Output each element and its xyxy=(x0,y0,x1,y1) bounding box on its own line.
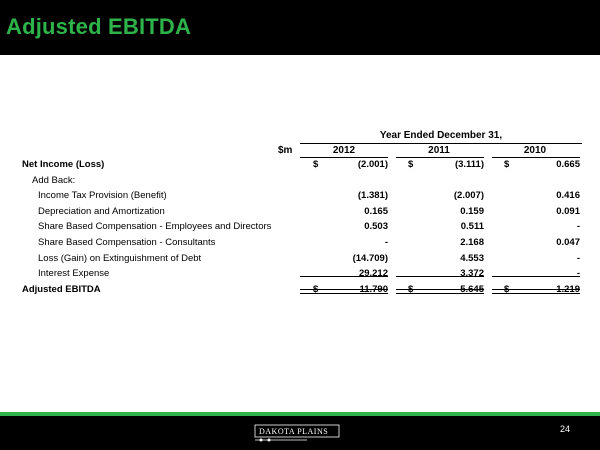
row-label: Share Based Compensation - Employees and Directors xyxy=(38,221,272,233)
currency-symbol: $ xyxy=(408,283,414,295)
table-cell: 0.416 xyxy=(556,190,580,202)
row-label: Income Tax Provision (Benefit) xyxy=(38,190,167,202)
table-cell: 0.159 xyxy=(460,205,484,217)
table-cell: 29.212 xyxy=(358,268,388,280)
table-cell: 0.665 xyxy=(556,159,580,170)
year-header-2012: 2012 xyxy=(332,145,356,156)
year-rule-2011 xyxy=(396,157,484,158)
table-cell: (14.709) xyxy=(352,252,388,264)
unit-label: $m xyxy=(278,145,293,156)
currency-symbol: $ xyxy=(313,283,319,295)
table-cell: 1.219 xyxy=(556,283,580,295)
table-cell: (1.381) xyxy=(357,190,388,202)
table-cell: 3.372 xyxy=(460,268,484,280)
year-header-2010: 2010 xyxy=(523,145,547,156)
page-number: 24 xyxy=(560,424,571,434)
slide-title: Adjusted EBITDA xyxy=(6,14,192,39)
table-cell: - xyxy=(576,268,580,280)
table-cell: 0.503 xyxy=(364,221,388,233)
currency-symbol: $ xyxy=(504,283,510,295)
table-cell: - xyxy=(576,221,580,233)
table-cell: 4.553 xyxy=(460,252,484,264)
table-cell: 0.511 xyxy=(460,221,484,233)
year-header-2011: 2011 xyxy=(428,145,450,156)
year-rule-2012 xyxy=(300,157,388,158)
table-cell: 0.047 xyxy=(556,237,580,248)
currency-symbol: $ xyxy=(313,159,319,170)
year-rule-2010 xyxy=(492,157,580,158)
logo-text: DAKOTA PLAINS xyxy=(259,427,329,436)
table-cell: (2.001) xyxy=(357,159,388,170)
row-label: Loss (Gain) on Extinguishment of Debt xyxy=(38,252,202,264)
row-label: Add Back: xyxy=(32,174,76,186)
row-label: Adjusted EBITDA xyxy=(22,283,101,295)
total-rule-2011 xyxy=(396,276,484,277)
row-label: Interest Expense xyxy=(38,268,110,280)
total-rule-2012 xyxy=(300,276,388,277)
table-cell: (2.007) xyxy=(453,190,484,202)
row-label: Depreciation and Amortization xyxy=(38,205,165,217)
table-cell: 5.645 xyxy=(460,283,484,295)
currency-symbol: $ xyxy=(408,159,414,170)
table-cell: 0.165 xyxy=(364,205,388,217)
row-label: Share Based Compensation - Consultants xyxy=(38,237,216,248)
total-double-rule-2011 xyxy=(396,289,484,294)
period-header-rule xyxy=(300,143,582,144)
table-cell: 2.168 xyxy=(460,237,484,248)
table-cell: - xyxy=(384,237,388,248)
table-cell: (3.111) xyxy=(454,159,484,170)
table-cell: 0.091 xyxy=(556,205,580,217)
row-label: Net Income (Loss) xyxy=(22,159,105,170)
table-cell: 11.790 xyxy=(359,283,388,295)
table-cell: - xyxy=(576,252,580,264)
total-double-rule-2010 xyxy=(492,289,580,294)
currency-symbol: $ xyxy=(504,159,510,170)
period-header: Year Ended December 31, xyxy=(379,130,503,141)
total-double-rule-2012 xyxy=(300,289,388,294)
total-rule-2010 xyxy=(492,276,580,277)
